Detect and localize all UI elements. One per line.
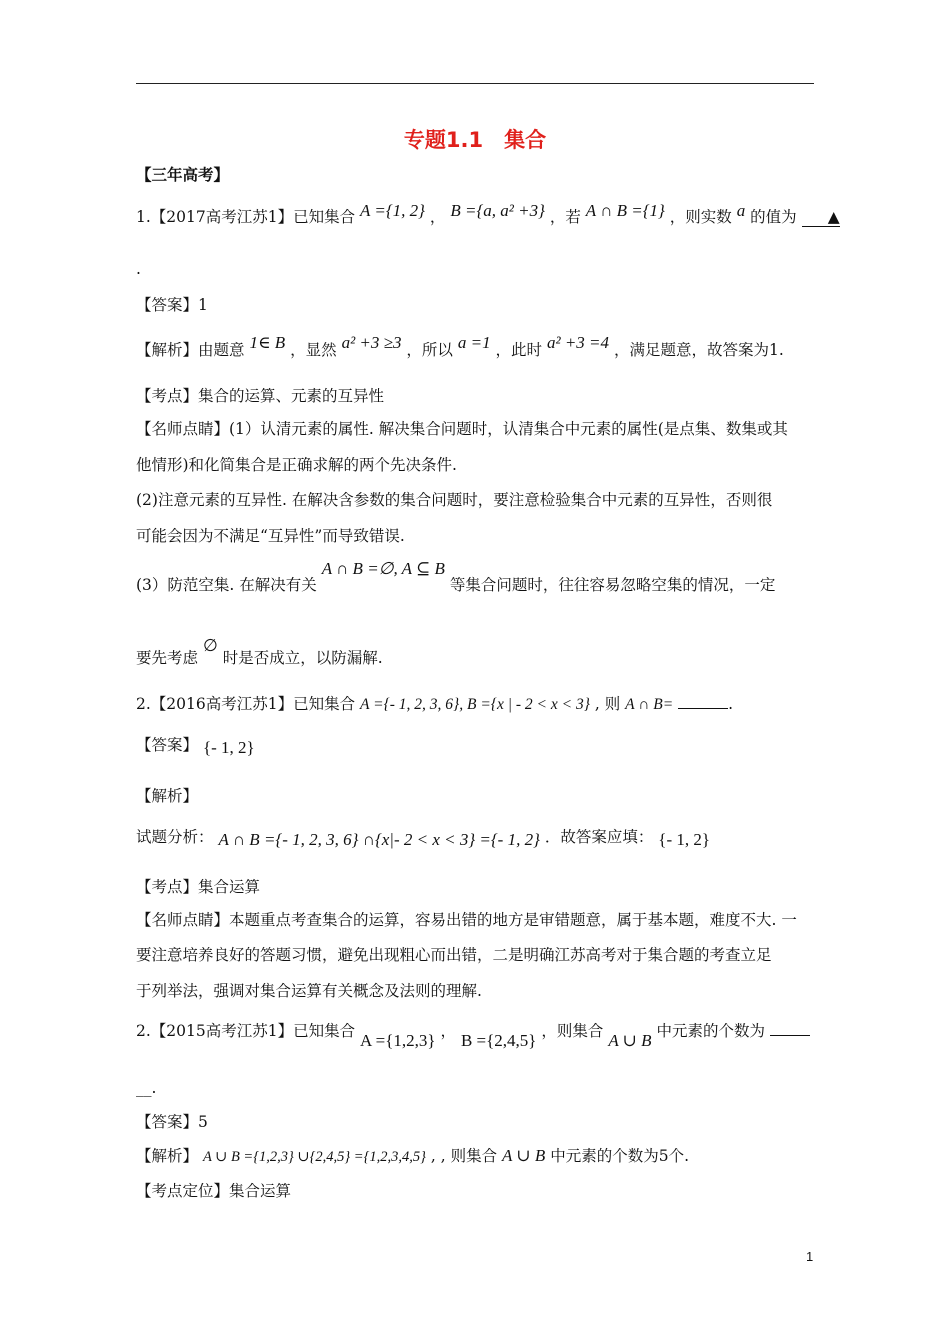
q3-intro: 2.【2015高考江苏1】已知集合 bbox=[136, 1022, 356, 1040]
q1-analysis bbox=[136, 333, 784, 360]
q1-comma: ， bbox=[429, 208, 446, 226]
q3-blank-continued: __. bbox=[136, 1079, 157, 1097]
q1-intersection: A ∩ B ={1} bbox=[585, 201, 665, 220]
q1-analysis-math-3: a =1 bbox=[457, 333, 491, 352]
q2-answer bbox=[136, 733, 255, 755]
q1-var-a: a bbox=[736, 201, 746, 220]
q2-kaodian: 【考点】集合运算 bbox=[136, 878, 261, 896]
q1-if: ，若 bbox=[549, 208, 581, 226]
q1-tip6-post: 时是否成立，以防漏解. bbox=[222, 649, 383, 667]
q1-tip5-pre: (3）防范空集. 在解决有关 bbox=[136, 576, 317, 594]
q1-intro: 1.【2017高考江苏1】已知集合 bbox=[136, 208, 356, 226]
q3-stem bbox=[136, 1019, 810, 1050]
page-title: 专题1.1 集合 bbox=[403, 128, 547, 152]
q2-stem bbox=[136, 692, 733, 714]
q2-sets: A ={- 1, 2, 3, 6}, B ={x | - 2 < x < 3} bbox=[360, 696, 590, 713]
q3-analysis-label: 【解析】 bbox=[136, 1147, 199, 1165]
q1-ask: 的值为 bbox=[750, 208, 797, 226]
q1-set-a: A ={1, 2} bbox=[360, 201, 425, 220]
q1-tip6-empty-set: ∅ bbox=[202, 636, 218, 655]
q2-detail-mid: ．故答案应填： bbox=[544, 828, 654, 846]
q2-intersection: A ∩ B= bbox=[625, 696, 674, 713]
header-rule bbox=[136, 83, 814, 84]
q1-analysis-text-4: ，满足题意，故答案为1. bbox=[613, 341, 784, 359]
q1-analysis-label: 【解析】由题意 bbox=[136, 341, 245, 359]
q1-then: ，则实数 bbox=[669, 208, 732, 226]
q2-detail-answer: {- 1, 2} bbox=[658, 830, 711, 849]
q1-tip5-post: 等集合问题时，往往容易忽略空集的情况，一定 bbox=[449, 576, 776, 594]
q3-ask: 中元素的个数为 bbox=[656, 1022, 765, 1040]
q2-then: , 则 bbox=[594, 695, 621, 713]
q1-answer: 【答案】1 bbox=[136, 296, 208, 314]
q2-answer-blank bbox=[678, 708, 728, 709]
q1-tip-line-3: (2)注意元素的互异性. 在解决含参数的集合问题时，要注意检验集合中元素的互异性，否则很 bbox=[136, 491, 773, 509]
q1-analysis-math-4: a² +3 =4 bbox=[546, 333, 610, 352]
q2-intro: 2.【2016高考江苏1】已知集合 bbox=[136, 695, 356, 713]
q1-tip-line-5 bbox=[136, 559, 776, 595]
q3-analysis-math: A ∪ B ={1,2,3} ∪{2,4,5} ={1,2,3,4,5} bbox=[202, 1149, 426, 1165]
q1-tip-line-1: 【名师点睛】(1）认清元素的属性. 解决集合问题时，认清集合中元素的属性(是点集、数集或其 bbox=[136, 420, 788, 438]
q2-analysis-label: 【解析】 bbox=[136, 787, 199, 805]
q2-tip-line-1: 【名师点睛】本题重点考查集合的运算，容易出错的地方是审错题意，属于基本题，难度不大. 一 bbox=[136, 911, 797, 929]
q2-detail-math: A ∩ B ={- 1, 2, 3, 6} ∩{x|- 2 < x < 3} ={- 1, 2} bbox=[218, 830, 540, 849]
q2-tip-line-3: 于列举法，强调对集合运算有关概念及法则的理解. bbox=[136, 982, 482, 1000]
q3-analysis bbox=[136, 1144, 689, 1166]
q1-tip-line-4: 可能会因为不满足“互异性”而导致错误. bbox=[136, 527, 405, 545]
q3-then: ，则集合 bbox=[541, 1022, 604, 1040]
q1-tip6-pre: 要先考虑 bbox=[136, 649, 199, 667]
q2-analysis-detail bbox=[136, 825, 710, 847]
q3-analysis-union: A ∪ B bbox=[502, 1146, 546, 1165]
q3-kaodian: 【考点定位】集合运算 bbox=[136, 1182, 292, 1200]
q3-analysis-text: , , 则集合 bbox=[430, 1147, 498, 1165]
page-number: 1 bbox=[806, 1249, 814, 1264]
q1-tip5-math: A ∩ B =∅, A ⊆ B bbox=[321, 559, 445, 578]
q3-set-b: B ={2,4,5} bbox=[460, 1031, 537, 1050]
q3-answer: 【答案】5 bbox=[136, 1113, 208, 1131]
q3-answer-blank bbox=[770, 1035, 810, 1036]
q3-comma: ， bbox=[440, 1022, 456, 1040]
q1-analysis-math-2: a² +3 ≥3 bbox=[341, 333, 402, 352]
q2-answer-label: 【答案】 bbox=[136, 736, 199, 754]
q1-analysis-text-1: ，显然 bbox=[290, 341, 337, 359]
q1-analysis-math-1: 1∈ B bbox=[249, 333, 286, 352]
q2-period: . bbox=[728, 695, 734, 713]
q1-tip-line-2: 他情形)和化简集合是正确求解的两个先决条件. bbox=[136, 456, 457, 474]
q2-answer-value: {- 1, 2} bbox=[202, 738, 255, 757]
q1-answer-blank: ▲ bbox=[802, 208, 840, 227]
q1-set-b: B ={a, a² +3} bbox=[450, 201, 545, 220]
q1-kaodian: 【考点】集合的运算、元素的互异性 bbox=[136, 387, 385, 405]
q2-tip-line-2: 要注意培养良好的答题习惯，避免出现粗心而出错，二是明确江苏高考对于集合题的考查立足 bbox=[136, 946, 772, 964]
q1-analysis-text-2: ，所以 bbox=[406, 341, 453, 359]
q1-period: . bbox=[136, 260, 141, 278]
section-label: 【三年高考】 bbox=[136, 166, 230, 184]
q1-analysis-text-3: ，此时 bbox=[495, 341, 543, 359]
q3-analysis-end: 中元素的个数为5个. bbox=[550, 1147, 689, 1165]
q1-tip-line-6 bbox=[136, 636, 383, 668]
q1-stem bbox=[136, 201, 840, 227]
q2-detail-pre: 试题分析： bbox=[136, 828, 214, 846]
q3-set-a: A ={1,2,3} bbox=[360, 1031, 436, 1050]
q3-union: A ∪ B bbox=[608, 1031, 652, 1050]
